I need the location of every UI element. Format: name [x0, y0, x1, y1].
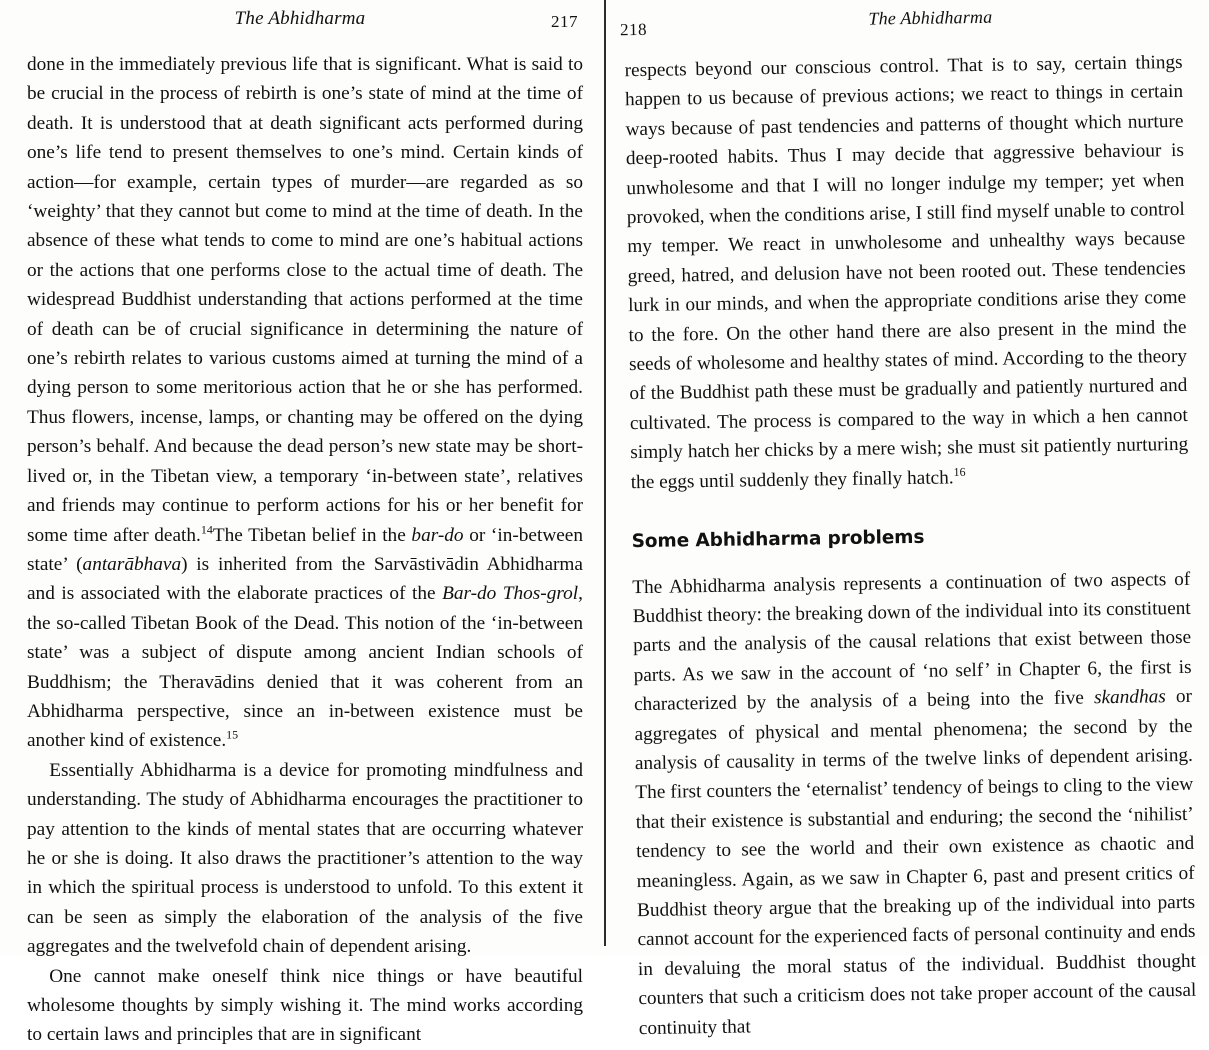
- italic-term-skandhas: skandhas: [1093, 686, 1166, 709]
- paragraph-text: or ‘in-between state’ (: [27, 524, 583, 575]
- paragraph-text: , the so-called Tibetan Book of the Dead. This notion of the ‘in-between state’ was a subject of dispute among ancient Indian schools of Buddhism; the Theravādins denied that it was coherent from an Abhidharma perspective, since an in-between existence must be another kind of existence.: [27, 583, 583, 752]
- italic-term-bardo: bar-do: [411, 524, 464, 546]
- running-head-title: The Abhidharma: [234, 8, 366, 29]
- paragraph-text: done in the immediately previous life that is significant. What is said to be crucial in the process of rebirth is one’s state of mind at the time of death. It is understood that at death significant acts performed during one’s life tend to present themselves to one’s mind. Certain kinds of action—for example, certain types of murder—are regarded as so ‘weighty’ that they cannot but come to mind at the time of death. In the absence of these what tends to come to mind are one’s habitual actions or the actions that one performs close to the actual time of death. The widespread Buddhist understanding that actions performed at the time of death can be of crucial significance in determining the nature of one’s rebirth relates to various customs aimed at turning the mind of a dying person to some meritorious action that he or she has performed. Thus flowers, incense, lamps, or chanting may be offered on the dying person’s behalf. And because the dead person’s new state may be short-lived or, in the Tibetan view, a temporary ‘in-between state’, relatives and friends may continue to perform actions for his or her benefit for some time after death.: [27, 54, 583, 546]
- page-divider-rule: [604, 0, 606, 946]
- page-left-217: [0, 0, 600, 1046]
- footnote-marker-15: 15: [226, 727, 239, 742]
- paragraph-continued: [27, 50, 583, 756]
- italic-title-bardo-thos-grol: Bar-do Thos-grol: [442, 583, 579, 605]
- paragraph-text: The Abhidharma analysis represents a continuation of two aspects of Buddhist theory: the breaking down of the individual into its constituent parts and the analysis of the causal relations that exist between those parts. As we saw in the account of ‘no self’ in Chapter 6, the first is characterized by the analysis of a being into the five: [632, 568, 1192, 716]
- page-right-218: [606, 0, 1209, 1039]
- page-number-right: 218: [619, 19, 648, 40]
- page-number-left: 217: [551, 12, 578, 31]
- footnote-marker-14: 14: [200, 522, 213, 537]
- paragraph-text: respects beyond our conscious control. That is to say, certain things happen to us because of previous actions; we react to things in certain ways because of past tendencies and patterns of thought which nurture deep-rooted habits. Thus I may decide that aggressive behaviour is unwholesome and that I will no longer indulge my temper; yet when provoked, when the conditions arise, I still find myself unable to control my temper. We react in unwholesome and unhealthy ways because greed, hatred, and delusion have not been rooted out. These tendencies lurk in our minds, and when the appropriate conditions arise they come to the fore. On the other hand there are also present in the mind the seeds of wholesome and healthy states of mind. According to the theory of the Buddhist path these must be gradually and patiently nurtured and cultivated. The process is compared to the way in which a hen cannot simply hatch her chicks by a mere wish; she must sit patiently nurturing the eggs until suddenly they finally hatch.: [624, 51, 1189, 493]
- paragraph-text: The Tibetan belief in the: [212, 524, 412, 546]
- running-head-right: [606, 0, 1203, 38]
- italic-term-antarabhava: antarābhava: [82, 553, 182, 575]
- paragraph-abhidharma-analysis: [632, 564, 1197, 1043]
- running-head-title: The Abhidharma: [868, 6, 993, 29]
- footnote-marker-16: 16: [953, 464, 966, 479]
- running-head-left: [0, 0, 600, 34]
- paragraph-text: or aggregates of physical and mental phenomena; the second by the analysis of causality in terms of the twelve links of dependent arising. The first counters the ‘eternalist’ tendency of beings to cling to the view that their existence is substantial and enduring; the second the ‘nihilist’ tendency to see the world and their own existence as chaotic and meaningless. Again, as we saw in Chapter 6, past and present critics of Buddhist theory argue that the breaking up of the individual into parts cannot account for the experienced facts of personal continuity and ends in devaluing the moral status of the individual. Buddhist thought counters that such a criticism does not take proper account of the causal continuity that: [634, 685, 1197, 1039]
- body-text-left: [27, 50, 583, 1050]
- body-text-right: [624, 48, 1197, 1043]
- paragraph-text: ) is inherited from the Sarvāstivādin Abhidharma and is associated with the elaborate practices of the: [27, 553, 583, 605]
- section-heading-some-abhidharma-problems: Some Abhidharma problems: [631, 526, 925, 553]
- paragraph-continued: [624, 48, 1188, 497]
- paragraph-essentially-abhidharma: Essentially Abhidharma is a device for promoting mindfulness and understanding. The study of Abhidharma encourages the practitioner to pay attention to the kinds of mental states that are occurring whatever he or she is doing. It also draws the practitioner’s attention to the way in which the spiritual process is understood to unfold. To this extent it can be seen as simply the elaboration of the analysis of the five aggregates and the twelvefold chain of dependent arising.: [27, 759, 583, 958]
- paragraph-one-cannot-make: One cannot make oneself think nice things or have beautiful wholesome thoughts by simply wishing it. The mind works according to certain laws and principles that are in significant: [27, 965, 583, 1046]
